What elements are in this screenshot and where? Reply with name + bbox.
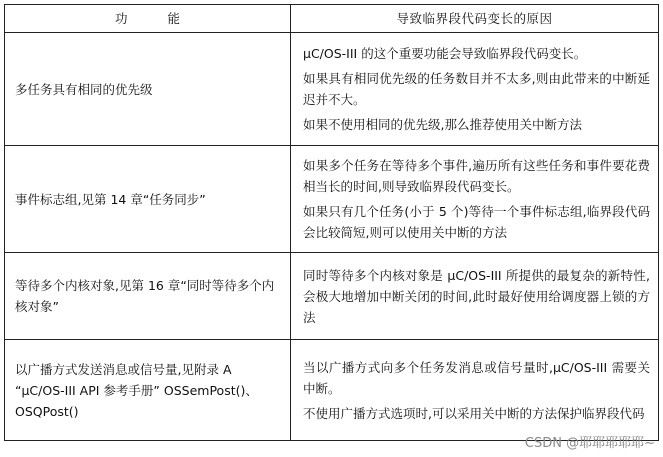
reason-paragraph: 如果只有几个任务(小于 5 个)等待一个事件标志组,临界段代码会比较简短,则可以使用关中断的方法 [303,204,650,240]
row-function: 事件标志组,见第 14 章“任务同步” [5,146,291,253]
row-reason [291,340,659,441]
reason-paragraph: 如果多个任务在等待多个事件,遍历所有这些任务和事件要花费相当长的时间,则导致临界段代码变长。 [303,158,650,194]
reason-paragraph: 不使用广播方式选项时,可以采用关中断的方法保护临界段代码 [303,405,645,421]
reason-paragraph: 如果具有相同优先级的任务数目并不太多,则由此带来的中断延迟并不大。 [303,71,650,107]
row-reason [291,33,659,146]
header-reason: 导致临界段代码变长的原因 [291,5,659,33]
reason-paragraph: 如果不使用相同的优先级,那么推荐使用关中断方法 [303,117,582,132]
header-function: 功 能 [5,5,291,33]
row-function: 多任务具有相同的优先级 [5,33,291,146]
row-function: 以广播方式发送消息或信号量,见附录 A “μC/OS‐III API 参考手册” OSSemPost()、OSQPost() [5,340,291,441]
watermark: CSDN @耶耶耶耶耶~ [524,436,655,451]
reason-paragraph: 同时等待多个内核对象是 μC/OS‐III 所提供的最复杂的新特性,会极大地增加中断关闭的时间,此时最好使用给调度器上锁的方法 [303,267,650,325]
table-row [5,146,659,253]
reason-paragraph: 当以广播方式向多个任务发消息或信号量时,μC/OS‐III 需要关中断。 [303,359,650,396]
table-header-row [5,5,659,33]
row-function: 等待多个内核对象,见第 16 章“同时等待多个内核对象” [5,253,291,340]
row-reason [291,146,659,253]
row-reason [291,253,659,340]
table-row [5,253,659,340]
reason-paragraph: μC/OS‐III 的这个重要功能会导致临界段代码变长。 [303,46,587,61]
table-row [5,33,659,146]
table-row [5,340,659,441]
reasons-table [4,4,659,441]
